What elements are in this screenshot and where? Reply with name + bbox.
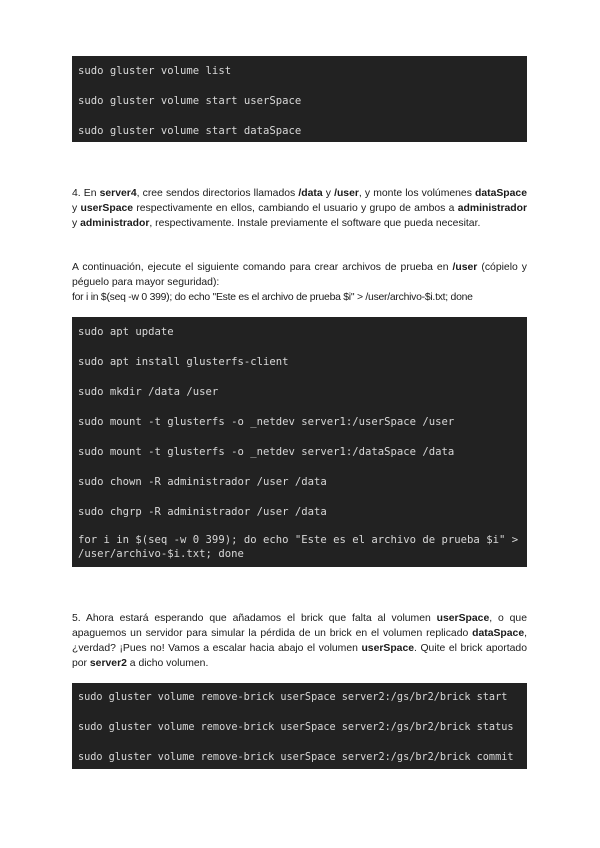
code-line: sudo apt install glusterfs-client xyxy=(78,356,289,368)
code-block-volume-start xyxy=(72,56,527,142)
code-block-remove-brick xyxy=(72,683,527,769)
code-line: sudo gluster volume remove-brick userSpace server2:/gs/br2/brick start xyxy=(78,692,508,703)
code-line: sudo chown -R administrador /user /data xyxy=(78,476,327,488)
step-4-paragraph: 4. En server4, cree sendos directorios llamados /data y /user, y monte los volúmenes dataSpace y userSpace respectivamente en ellos, cambiando el usuario y grupo de ambos a administrador y administrador, respectivamente. Instale previamente el software que pueda necesitar. xyxy=(72,188,528,229)
code-line: sudo gluster volume start dataSpace xyxy=(78,125,302,137)
test-files-command: for i in $(seq -w 0 399); do echo "Este es el archivo de prueba $i" > /user/archivo-$i.txt; done xyxy=(72,292,473,303)
test-files-paragraph: A continuación, ejecute el siguiente comando para crear archivos de prueba en /user (cópielo y péguelo para mayor seguridad): for i in $(seq -w 0 399); do echo "Este es el archivo de prueba $i" > /user/archivo-$i.txt; done xyxy=(72,262,528,303)
code-line: sudo mount -t glusterfs -o _netdev server1:/dataSpace /data xyxy=(78,446,455,458)
code-line: sudo mkdir /data /user xyxy=(78,386,219,398)
step-5-paragraph: 5. Ahora estará esperando que añadamos el brick que falta al volumen userSpace, o que apaguemos un servidor para simular la pérdida de un brick en el volumen replicado dataSpace, ¿verdad? ¡Pues no! Vamos a escalar hacia abajo el volumen userSpace. Quite el brick aportado por server2 a dicho volumen. xyxy=(72,613,527,669)
code-block-mount xyxy=(72,317,527,567)
code-line: sudo apt update xyxy=(78,326,174,338)
code-line: sudo gluster volume start userSpace xyxy=(78,95,302,107)
code-line: sudo gluster volume remove-brick userSpace server2:/gs/br2/brick commit xyxy=(78,752,514,763)
code-line: for i in $(seq -w 0 399); do echo "Este es el archivo de prueba $i" > /user/archivo-$i.txt; done xyxy=(78,534,525,560)
code-line: sudo gluster volume list xyxy=(78,65,232,77)
code-line: sudo mount -t glusterfs -o _netdev server1:/userSpace /user xyxy=(78,416,455,428)
code-line: sudo gluster volume remove-brick userSpace server2:/gs/br2/brick status xyxy=(78,722,514,733)
code-line: sudo chgrp -R administrador /user /data xyxy=(78,506,327,518)
